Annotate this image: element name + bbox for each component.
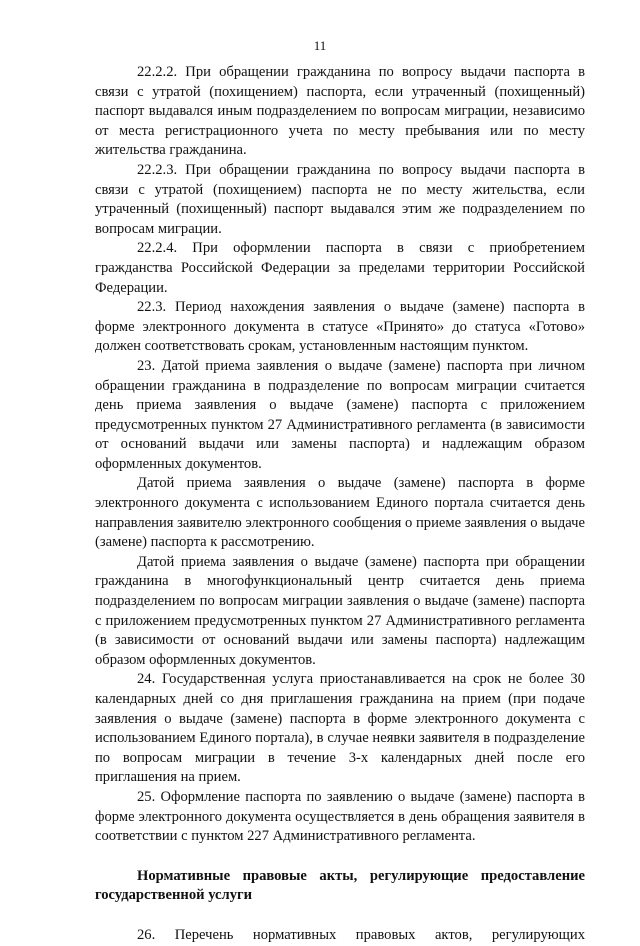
- paragraph-22-2-4: 22.2.4. При оформлении паспорта в связи с приобретением гражданства Российской Федерации за пределами территории Российской Федерации.: [95, 240, 585, 296]
- paragraph-23: 23. Датой приема заявления о выдаче (замене) паспорта при личном обращении гражданина в подразделение по вопросам миграции считается день приема заявления о выдаче (замене) паспорта с приложением предусмотренных пунктом 27 Административного регламента (в зависимости от оснований выдачи или замены паспорта) и надлежащим образом оформленных документов.: [95, 357, 585, 472]
- page-number: 11: [313, 38, 327, 53]
- paragraph-23-portal: Датой приема заявления о выдаче (замене) паспорта в форме электронного документа с использованием Единого портала считается день направления заявителю электронного сообщения о приеме заявления о выдаче (замене) паспорта к рассмотрению.: [95, 475, 585, 551]
- paragraph-24: 24. Государственная услуга приостанавливается на срок не более 30 календарных дней со дня приглашения гражданина на прием (при подаче заявления о выдаче (замене) паспорта в форме электронного документа с использованием Единого портала), в случае неявки заявителя в подразделение по вопросам миграции в течение 3-х календарных дней после его приглашения на прием.: [95, 671, 585, 786]
- paragraph-25: 25. Оформление паспорта по заявлению о выдаче (замене) паспорта в форме электронного документа осуществляется в день обращения заявителя в соответствии с пунктом 227 Административного регламента.: [95, 788, 585, 845]
- paragraph-22-2-3: 22.2.3. При обращении гражданина по вопросу выдачи паспорта в связи с утратой (похищением) паспорта не по месту жительства, если утраченный (похищенный) паспорт выдавался этим же подразделением по вопросам миграции.: [95, 161, 585, 237]
- paragraph-26: 26. Перечень нормативных правовых актов, регулирующих: [137, 926, 585, 943]
- paragraph-22-2-2: 22.2.2. При обращении гражданина по вопросу выдачи паспорта в связи с утратой (похищением) паспорта, если утраченный (похищенный) паспорт выдавался иным подразделением по вопросам миграции, независимо от места регистрационного учета по месту пребывания или по месту жительства гражданина.: [95, 64, 585, 159]
- document-body: [95, 63, 585, 946]
- section-heading: Нормативные правовые акты, регулирующие предоставление государственной услуги: [95, 867, 585, 904]
- paragraph-22-3: 22.3. Период нахождения заявления о выдаче (замене) паспорта в форме электронного документа в статусе «Принято» до статуса «Готово» должен соответствовать срокам, установленным настоящим пунктом.: [95, 299, 585, 355]
- paragraph-23-mfc: Датой приема заявления о выдаче (замене) паспорта при обращении гражданина в многофункциональный центр считается день приема подразделением по вопросам миграции заявления о выдаче (замене) паспорта с приложением предусмотренных пунктом 27 Административного регламента (в зависимости от оснований выдачи или замены паспорта) надлежащим образом оформленных документов.: [95, 553, 585, 668]
